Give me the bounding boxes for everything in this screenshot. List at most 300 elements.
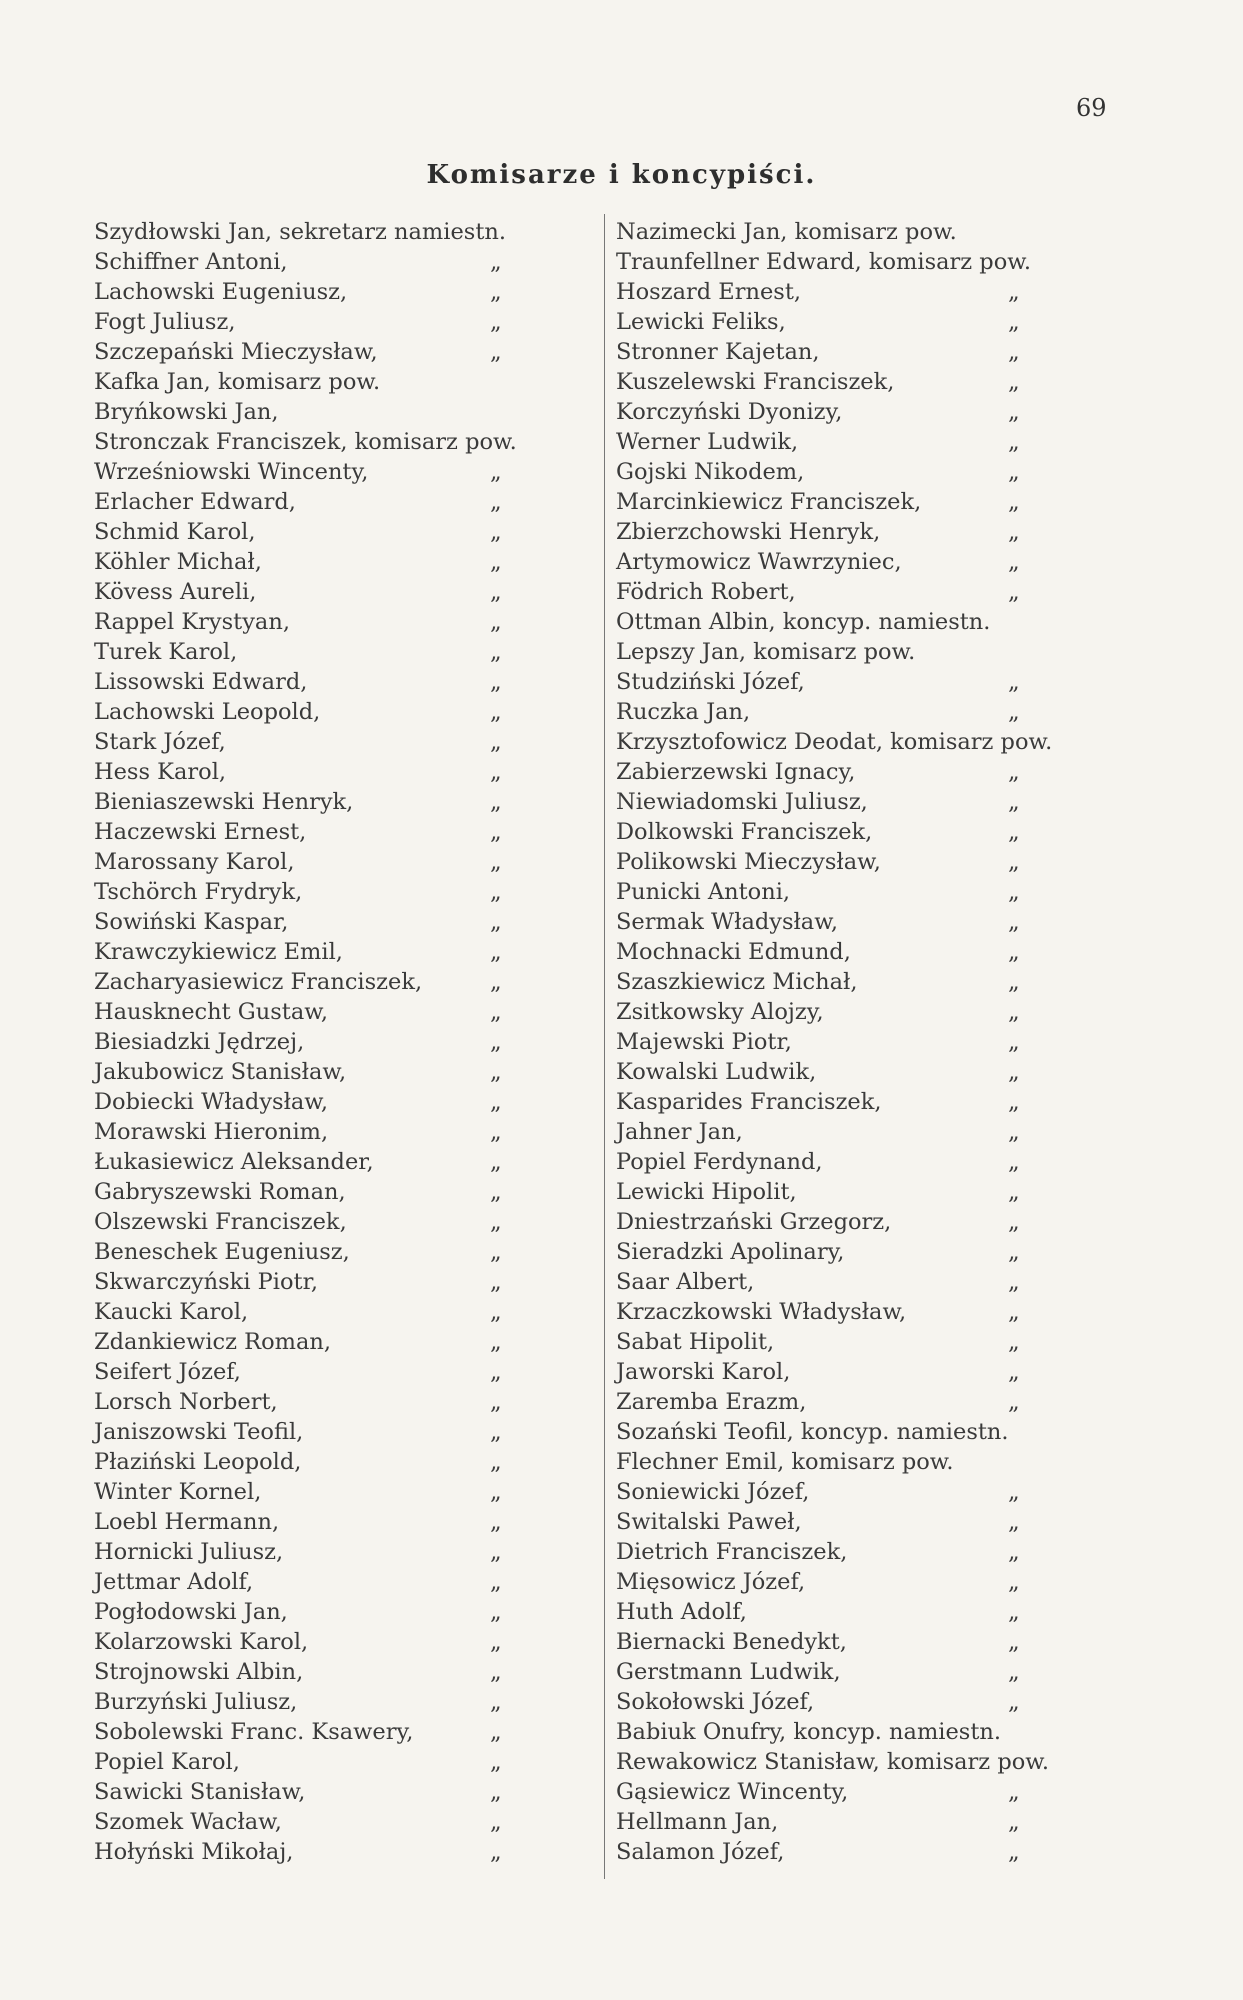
ditto-mark: „: [1008, 999, 1020, 1025]
entry-name: Pogłodowski Jan,: [94, 1599, 288, 1625]
ditto-mark: „: [1008, 1269, 1020, 1295]
list-item: [616, 547, 1136, 577]
page-number: 69: [1076, 94, 1107, 122]
ditto-mark: „: [1008, 429, 1020, 455]
list-item: [616, 1057, 1136, 1087]
list-item: [616, 397, 1136, 427]
list-item: [94, 1297, 594, 1327]
list-item: [94, 1507, 594, 1537]
list-item: [616, 217, 1136, 247]
list-item: [94, 1777, 594, 1807]
entry-name: Schmid Karol,: [94, 519, 256, 545]
list-item: [94, 367, 594, 397]
list-item: [616, 487, 1136, 517]
ditto-mark: „: [1008, 579, 1020, 605]
entry-name: Sokołowski Józef,: [616, 1689, 815, 1715]
list-item: [94, 727, 594, 757]
ditto-mark: „: [490, 339, 502, 365]
list-item: [94, 1627, 594, 1657]
list-item: [616, 1387, 1136, 1417]
entry-name: Sabat Hipolit,: [616, 1329, 775, 1355]
list-item: [94, 457, 594, 487]
ditto-mark: „: [490, 1569, 502, 1595]
entry-name: Zaremba Erazm,: [616, 1389, 807, 1415]
list-item: [94, 1117, 594, 1147]
ditto-mark: „: [490, 1149, 502, 1175]
entry-name: Studziński Józef,: [616, 669, 805, 695]
list-item: [616, 247, 1136, 277]
entry-name: Babiuk Onufry, koncyp. namiestn.: [616, 1719, 1002, 1745]
list-item: [616, 427, 1136, 457]
ditto-mark: „: [1008, 1569, 1020, 1595]
ditto-mark: „: [1008, 1389, 1020, 1415]
entry-name: Dietrich Franciszek,: [616, 1539, 848, 1565]
entry-name: Lewicki Feliks,: [616, 309, 786, 335]
list-item: [94, 307, 594, 337]
entry-name: Skwarczyński Piotr,: [94, 1269, 319, 1295]
list-item: [616, 1207, 1136, 1237]
list-item: [94, 247, 594, 277]
ditto-mark: „: [1008, 1239, 1020, 1265]
entry-name: Winter Kornel,: [94, 1479, 262, 1505]
entry-name: Kowalski Ludwik,: [616, 1059, 817, 1085]
list-item: [94, 1177, 594, 1207]
ditto-mark: „: [1008, 1209, 1020, 1235]
entry-name: Korczyński Dyonizy,: [616, 399, 843, 425]
entry-name: Mochnacki Edmund,: [616, 939, 851, 965]
list-item: [94, 277, 594, 307]
list-item: [616, 817, 1136, 847]
ditto-mark: „: [1008, 1509, 1020, 1535]
list-item: [616, 907, 1136, 937]
entry-name: Kafka Jan, komisarz pow.: [94, 369, 381, 395]
list-item: [616, 1327, 1136, 1357]
entry-name: Kolarzowski Karol,: [94, 1629, 309, 1655]
ditto-mark: „: [490, 1809, 502, 1835]
entry-name: Gojski Nikodem,: [616, 459, 805, 485]
entry-name: Flechner Emil, komisarz pow.: [616, 1449, 954, 1475]
entry-name: Stronner Kajetan,: [616, 339, 820, 365]
ditto-mark: „: [1008, 1329, 1020, 1355]
entry-name: Schiffner Antoni,: [94, 249, 288, 275]
entry-name: Sermak Władysław,: [616, 909, 838, 935]
ditto-mark: „: [490, 1839, 502, 1865]
entry-name: Kuszelewski Franciszek,: [616, 369, 895, 395]
entry-name: Hellmann Jan,: [616, 1809, 779, 1835]
list-item: [94, 667, 594, 697]
list-item: [94, 847, 594, 877]
list-item: [616, 1147, 1136, 1177]
right-column: [616, 217, 1136, 1867]
entry-name: Kaucki Karol,: [94, 1299, 249, 1325]
entry-name: Marcinkiewicz Franciszek,: [616, 489, 922, 515]
ditto-mark: „: [490, 969, 502, 995]
entry-name: Fogt Juliusz,: [94, 309, 236, 335]
list-item: [94, 1237, 594, 1267]
list-item: [616, 1657, 1136, 1687]
list-item: [94, 397, 594, 427]
ditto-mark: „: [1008, 759, 1020, 785]
ditto-mark: „: [490, 1659, 502, 1685]
list-item: [616, 1237, 1136, 1267]
entry-name: Salamon Józef,: [616, 1839, 785, 1865]
entry-name: Haczewski Ernest,: [94, 819, 307, 845]
ditto-mark: „: [1008, 399, 1020, 425]
list-item: [94, 547, 594, 577]
entry-name: Huth Adolf,: [616, 1599, 747, 1625]
ditto-mark: „: [490, 1359, 502, 1385]
ditto-mark: „: [1008, 309, 1020, 335]
list-item: [94, 937, 594, 967]
entry-name: Szczepański Mieczysław,: [94, 339, 378, 365]
entry-name: Gąsiewicz Wincenty,: [616, 1779, 849, 1805]
ditto-mark: „: [1008, 939, 1020, 965]
entry-name: Stark Józef,: [94, 729, 226, 755]
entry-name: Olszewski Franciszek,: [94, 1209, 347, 1235]
entry-name: Krawczykiewicz Emil,: [94, 939, 343, 965]
entry-name: Mięsowicz Józef,: [616, 1569, 806, 1595]
list-item: [616, 607, 1136, 637]
entry-name: Kasparides Franciszek,: [616, 1089, 882, 1115]
ditto-mark: „: [490, 639, 502, 665]
entry-name: Gabryszewski Roman,: [94, 1179, 346, 1205]
entry-name: Kövess Aureli,: [94, 579, 257, 605]
entry-name: Bieniaszewski Henryk,: [94, 789, 354, 815]
list-item: [94, 907, 594, 937]
ditto-mark: „: [1008, 1059, 1020, 1085]
ditto-mark: „: [490, 549, 502, 575]
ditto-mark: „: [1008, 519, 1020, 545]
list-item: [94, 787, 594, 817]
ditto-mark: „: [490, 849, 502, 875]
ditto-mark: „: [490, 1599, 502, 1625]
ditto-mark: „: [1008, 1599, 1020, 1625]
list-item: [616, 1357, 1136, 1387]
entry-name: Saar Albert,: [616, 1269, 755, 1295]
ditto-mark: „: [1008, 1659, 1020, 1685]
entry-name: Strojnowski Albin,: [94, 1659, 304, 1685]
list-item: [94, 637, 594, 667]
list-item: [616, 277, 1136, 307]
entry-name: Födrich Robert,: [616, 579, 796, 605]
entry-name: Dobiecki Władysław,: [94, 1089, 329, 1115]
ditto-mark: „: [490, 459, 502, 485]
list-item: [94, 697, 594, 727]
ditto-mark: „: [490, 1299, 502, 1325]
ditto-mark: „: [490, 909, 502, 935]
entry-name: Sozański Teofil, koncyp. namiestn.: [616, 1419, 1009, 1445]
list-item: [616, 1837, 1136, 1867]
ditto-mark: „: [490, 819, 502, 845]
ditto-mark: „: [490, 1689, 502, 1715]
list-item: [616, 967, 1136, 997]
ditto-mark: „: [490, 1089, 502, 1115]
entry-name: Lachowski Eugeniusz,: [94, 279, 348, 305]
list-item: [94, 1387, 594, 1417]
entry-name: Płaziński Leopold,: [94, 1449, 302, 1475]
ditto-mark: „: [490, 1059, 502, 1085]
ditto-mark: „: [1008, 459, 1020, 485]
list-item: [94, 427, 594, 457]
entry-name: Łukasiewicz Aleksander,: [94, 1149, 374, 1175]
ditto-mark: „: [490, 1269, 502, 1295]
entry-name: Szaszkiewicz Michał,: [616, 969, 858, 995]
entry-name: Gerstmann Ludwik,: [616, 1659, 841, 1685]
list-item: [94, 1657, 594, 1687]
ditto-mark: „: [1008, 699, 1020, 725]
entry-name: Beneschek Eugeniusz,: [94, 1239, 350, 1265]
list-item: [94, 1807, 594, 1837]
list-item: [94, 577, 594, 607]
entry-name: Biernacki Benedykt,: [616, 1629, 847, 1655]
entry-name: Werner Ludwik,: [616, 429, 799, 455]
entry-name: Lachowski Leopold,: [94, 699, 321, 725]
list-item: [616, 1087, 1136, 1117]
entry-name: Traunfellner Edward, komisarz pow.: [616, 249, 1031, 275]
list-item: [616, 847, 1136, 877]
list-item: [94, 817, 594, 847]
list-item: [94, 337, 594, 367]
ditto-mark: „: [490, 1779, 502, 1805]
entry-name: Jettmar Adolf,: [94, 1569, 254, 1595]
ditto-mark: „: [490, 1419, 502, 1445]
list-item: [94, 217, 594, 247]
entry-name: Dolkowski Franciszek,: [616, 819, 873, 845]
entry-name: Tschörch Frydryk,: [94, 879, 303, 905]
list-item: [616, 1627, 1136, 1657]
ditto-mark: „: [490, 939, 502, 965]
entry-name: Loebl Hermann,: [94, 1509, 280, 1535]
list-item: [616, 307, 1136, 337]
entry-name: Zabierzewski Ignacy,: [616, 759, 856, 785]
list-item: [94, 1147, 594, 1177]
page-title: Komisarze i koncypiści.: [426, 160, 817, 190]
ditto-mark: „: [490, 729, 502, 755]
ditto-mark: „: [490, 1479, 502, 1505]
list-item: [616, 1417, 1136, 1447]
ditto-mark: „: [490, 519, 502, 545]
list-item: [616, 1447, 1136, 1477]
list-item: [616, 1597, 1136, 1627]
entry-name: Lorsch Norbert,: [94, 1389, 278, 1415]
entry-name: Szomek Wacław,: [94, 1809, 282, 1835]
list-item: [616, 1027, 1136, 1057]
list-item: [94, 487, 594, 517]
list-item: [616, 1117, 1136, 1147]
ditto-mark: „: [1008, 909, 1020, 935]
ditto-mark: „: [490, 999, 502, 1025]
list-item: [94, 1687, 594, 1717]
entry-name: Hoszard Ernest,: [616, 279, 802, 305]
list-item: [616, 1267, 1136, 1297]
entry-name: Artymowicz Wawrzyniec,: [616, 549, 902, 575]
ditto-mark: „: [490, 699, 502, 725]
ditto-mark: „: [490, 279, 502, 305]
ditto-mark: „: [1008, 1089, 1020, 1115]
list-item: [94, 1747, 594, 1777]
entry-name: Ottman Albin, koncyp. namiestn.: [616, 609, 991, 635]
ditto-mark: „: [490, 1329, 502, 1355]
list-item: [94, 1087, 594, 1117]
entry-name: Jaworski Karol,: [616, 1359, 791, 1385]
list-item: [94, 1837, 594, 1867]
list-item: [616, 1777, 1136, 1807]
entry-name: Hess Karol,: [94, 759, 227, 785]
ditto-mark: „: [490, 1539, 502, 1565]
ditto-mark: „: [1008, 1629, 1020, 1655]
ditto-mark: „: [490, 1449, 502, 1475]
list-item: [616, 1747, 1136, 1777]
list-item: [616, 787, 1136, 817]
ditto-mark: „: [1008, 879, 1020, 905]
column-divider: [604, 214, 605, 1879]
list-item: [616, 457, 1136, 487]
entry-name: Köhler Michał,: [94, 549, 262, 575]
entry-name: Stronczak Franciszek, komisarz pow.: [94, 429, 517, 455]
entry-name: Lewicki Hipolit,: [616, 1179, 797, 1205]
entry-name: Ruczka Jan,: [616, 699, 751, 725]
left-column: [94, 217, 594, 1867]
entry-name: Marossany Karol,: [94, 849, 295, 875]
ditto-mark: „: [490, 489, 502, 515]
ditto-mark: „: [1008, 1539, 1020, 1565]
ditto-mark: „: [1008, 969, 1020, 995]
entry-name: Turek Karol,: [94, 639, 238, 665]
ditto-mark: „: [490, 309, 502, 335]
entry-name: Jahner Jan,: [616, 1119, 743, 1145]
list-item: [616, 1567, 1136, 1597]
ditto-mark: „: [490, 1719, 502, 1745]
list-item: [616, 757, 1136, 787]
list-item: [616, 667, 1136, 697]
ditto-mark: „: [1008, 279, 1020, 305]
entry-name: Punicki Antoni,: [616, 879, 791, 905]
list-item: [94, 607, 594, 637]
ditto-mark: „: [1008, 549, 1020, 575]
ditto-mark: „: [1008, 489, 1020, 515]
entry-name: Zacharyasiewicz Franciszek,: [94, 969, 423, 995]
list-item: [616, 1177, 1136, 1207]
list-item: [616, 1297, 1136, 1327]
entry-name: Sowiński Kaspar,: [94, 909, 289, 935]
entry-name: Krzysztofowicz Deodat, komisarz pow.: [616, 729, 1053, 755]
entry-name: Rewakowicz Stanisław, komisarz pow.: [616, 1749, 1050, 1775]
ditto-mark: „: [490, 1389, 502, 1415]
ditto-mark: „: [1008, 1299, 1020, 1325]
ditto-mark: „: [490, 759, 502, 785]
entry-name: Seifert Józef,: [94, 1359, 241, 1385]
list-item: [94, 997, 594, 1027]
list-item: [616, 1717, 1136, 1747]
list-item: [616, 997, 1136, 1027]
ditto-mark: „: [490, 1029, 502, 1055]
list-item: [94, 1327, 594, 1357]
list-item: [94, 1357, 594, 1387]
ditto-mark: „: [1008, 849, 1020, 875]
list-item: [94, 1597, 594, 1627]
list-item: [616, 517, 1136, 547]
ditto-mark: „: [1008, 1779, 1020, 1805]
entry-name: Rappel Krystyan,: [94, 609, 290, 635]
ditto-mark: „: [490, 1509, 502, 1535]
entry-name: Krzaczkowski Władysław,: [616, 1299, 907, 1325]
entry-name: Lepszy Jan, komisarz pow.: [616, 639, 916, 665]
list-item: [94, 967, 594, 997]
entry-name: Sieradzki Apolinary,: [616, 1239, 845, 1265]
ditto-mark: „: [490, 579, 502, 605]
list-item: [94, 1477, 594, 1507]
entry-name: Janiszowski Teofil,: [94, 1419, 304, 1445]
ditto-mark: „: [490, 609, 502, 635]
entry-name: Erlacher Edward,: [94, 489, 296, 515]
ditto-mark: „: [1008, 819, 1020, 845]
list-item: [94, 1267, 594, 1297]
list-item: [616, 697, 1136, 727]
list-item: [616, 1507, 1136, 1537]
list-item: [616, 637, 1136, 667]
entry-name: Morawski Hieronim,: [94, 1119, 329, 1145]
entry-name: Polikowski Mieczysław,: [616, 849, 881, 875]
ditto-mark: „: [1008, 339, 1020, 365]
ditto-mark: „: [1008, 1359, 1020, 1385]
ditto-mark: „: [490, 1629, 502, 1655]
entry-name: Majewski Piotr,: [616, 1029, 792, 1055]
list-item: [94, 877, 594, 907]
ditto-mark: „: [1008, 1149, 1020, 1175]
ditto-mark: „: [1008, 1119, 1020, 1145]
ditto-mark: „: [490, 879, 502, 905]
ditto-mark: „: [1008, 789, 1020, 815]
entry-name: Soniewicki Józef,: [616, 1479, 810, 1505]
ditto-mark: „: [1008, 1029, 1020, 1055]
ditto-mark: „: [490, 1119, 502, 1145]
list-item: [94, 1057, 594, 1087]
list-item: [616, 367, 1136, 397]
entry-name: Hołyński Mikołaj,: [94, 1839, 294, 1865]
entry-name: Dniestrzański Grzegorz,: [616, 1209, 892, 1235]
entry-name: Nazimecki Jan, komisarz pow.: [616, 219, 957, 245]
ditto-mark: „: [490, 249, 502, 275]
list-item: [616, 1687, 1136, 1717]
ditto-mark: „: [1008, 1809, 1020, 1835]
list-item: [616, 1477, 1136, 1507]
list-item: [94, 1447, 594, 1477]
list-item: [616, 1537, 1136, 1567]
ditto-mark: „: [1008, 1479, 1020, 1505]
ditto-mark: „: [1008, 1179, 1020, 1205]
list-item: [94, 1027, 594, 1057]
list-item: [94, 1717, 594, 1747]
ditto-mark: „: [490, 1179, 502, 1205]
ditto-mark: „: [1008, 1689, 1020, 1715]
ditto-mark: „: [490, 1749, 502, 1775]
list-item: [616, 937, 1136, 967]
list-item: [94, 757, 594, 787]
ditto-mark: „: [490, 669, 502, 695]
list-item: [616, 1807, 1136, 1837]
entry-name: Niewiadomski Juliusz,: [616, 789, 868, 815]
ditto-mark: „: [1008, 669, 1020, 695]
entry-name: Burzyński Juliusz,: [94, 1689, 298, 1715]
list-item: [94, 517, 594, 547]
list-item: [94, 1537, 594, 1567]
entry-name: Hornicki Juliusz,: [94, 1539, 284, 1565]
entry-name: Sawicki Stanisław,: [94, 1779, 306, 1805]
entry-name: Zdankiewicz Roman,: [94, 1329, 332, 1355]
list-item: [616, 577, 1136, 607]
entry-name: Sobolewski Franc. Ksawery,: [94, 1719, 414, 1745]
list-item: [94, 1567, 594, 1597]
